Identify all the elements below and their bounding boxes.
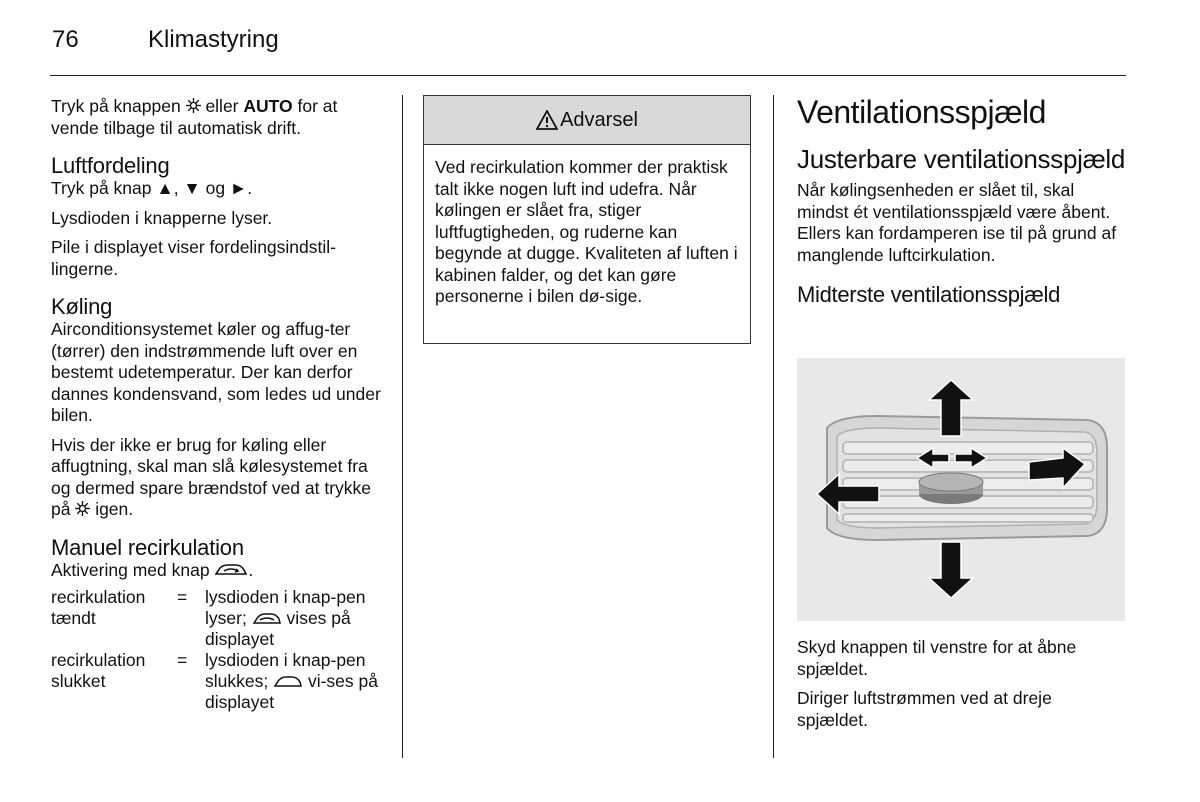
heading-justerbare: Justerbare ventilationsspjæld [797,144,1126,174]
warning-header [424,96,750,145]
air-vent-diagram [797,358,1125,621]
snowflake-icon [75,501,90,516]
snowflake-icon [186,98,201,113]
paragraph-led: Lysdioden i knapperne lyser. [51,207,273,228]
recirculation-table [51,587,383,713]
table-equals: = [177,650,188,670]
paragraph-arrows: Pile i displayet viser fordelingsindstil-lingerne. [51,237,336,279]
warning-triangle-icon [536,110,558,130]
column-divider-left [402,95,403,758]
warning-title: Advarsel [560,108,638,131]
header-rule [50,75,1126,76]
paragraph-direct-airflow: Diriger luftstrømmen ved at dreje spjældet. [797,688,1052,730]
heading-midterste: Midterste ventilationsspjæld [797,282,1061,307]
chapter-title: Klimastyring [148,26,279,53]
paragraph-slide-knob: Skyd knappen til venstre for at åbne spjældet. [797,637,1077,679]
column-divider-right [773,95,774,758]
paragraph-save-fuel: Hvis der ikke er brug for køling eller affugtning, skal man slå kølesystemet fra og dermed spare brændstof ved at trykke på igen. [51,434,372,519]
paragraph-cooling-unit: Når kølingsenheden er slået til, skal mindst ét ventilationsspjæld være åbent. Ellers kan fordamperen ise til på grund af manglende luftcirkulation. [797,180,1117,265]
table-equals: = [177,587,188,607]
column-right [797,94,1127,322]
table-desc: lysdioden i knap-pen slukkes; vi-ses på displayet [205,650,378,712]
warning-box [423,95,751,344]
recirculation-on-icon [252,612,282,626]
heading-koling: Køling [51,294,113,319]
heading-luftfordeling: Luftfordeling [51,153,170,178]
column-left [51,96,383,713]
paragraph-buttons: Tryk på knap ▲, ▼ og ►. [51,178,253,198]
vent-illustration [797,358,1125,621]
intro-paragraph: Tryk på knappen eller AUTO for at vende tilbage til automatisk drift. [51,96,338,138]
table-desc: lysdioden i knap-pen lyser; vises på displayet [205,587,366,649]
paragraph-aircon: Airconditionsystemet køler og affug-ter (tørrer) den indstrømmende luft over en bestemt udetemperatur. Der kan derfor dannes kondensvand, som ledes ud under bilen. [51,319,381,425]
warning-text: Ved recirkulation kommer der praktisk talt ikke nogen luft ind udefra. Når kølingen er slået fra, stiger luftfugtigheden, og ruderne kan begynde at dugge. Kvaliteten af luften i kabinen falder, og det kan gøre personerne i bilen dø-sige. [435,157,738,306]
paragraph-activation: Aktivering med knap . [51,559,254,580]
page-number: 76 [52,26,79,53]
table-term: recirkulation tændt [51,587,146,628]
table-term: recirkulation slukket [51,650,146,691]
heading-ventilationsspjaeld: Ventilationsspjæld [797,94,1046,130]
recirculation-icon [214,562,248,578]
recirculation-off-icon [273,675,303,689]
heading-manuel-recirkulation: Manuel recirkulation [51,534,244,560]
column-right-lower [797,637,1127,739]
